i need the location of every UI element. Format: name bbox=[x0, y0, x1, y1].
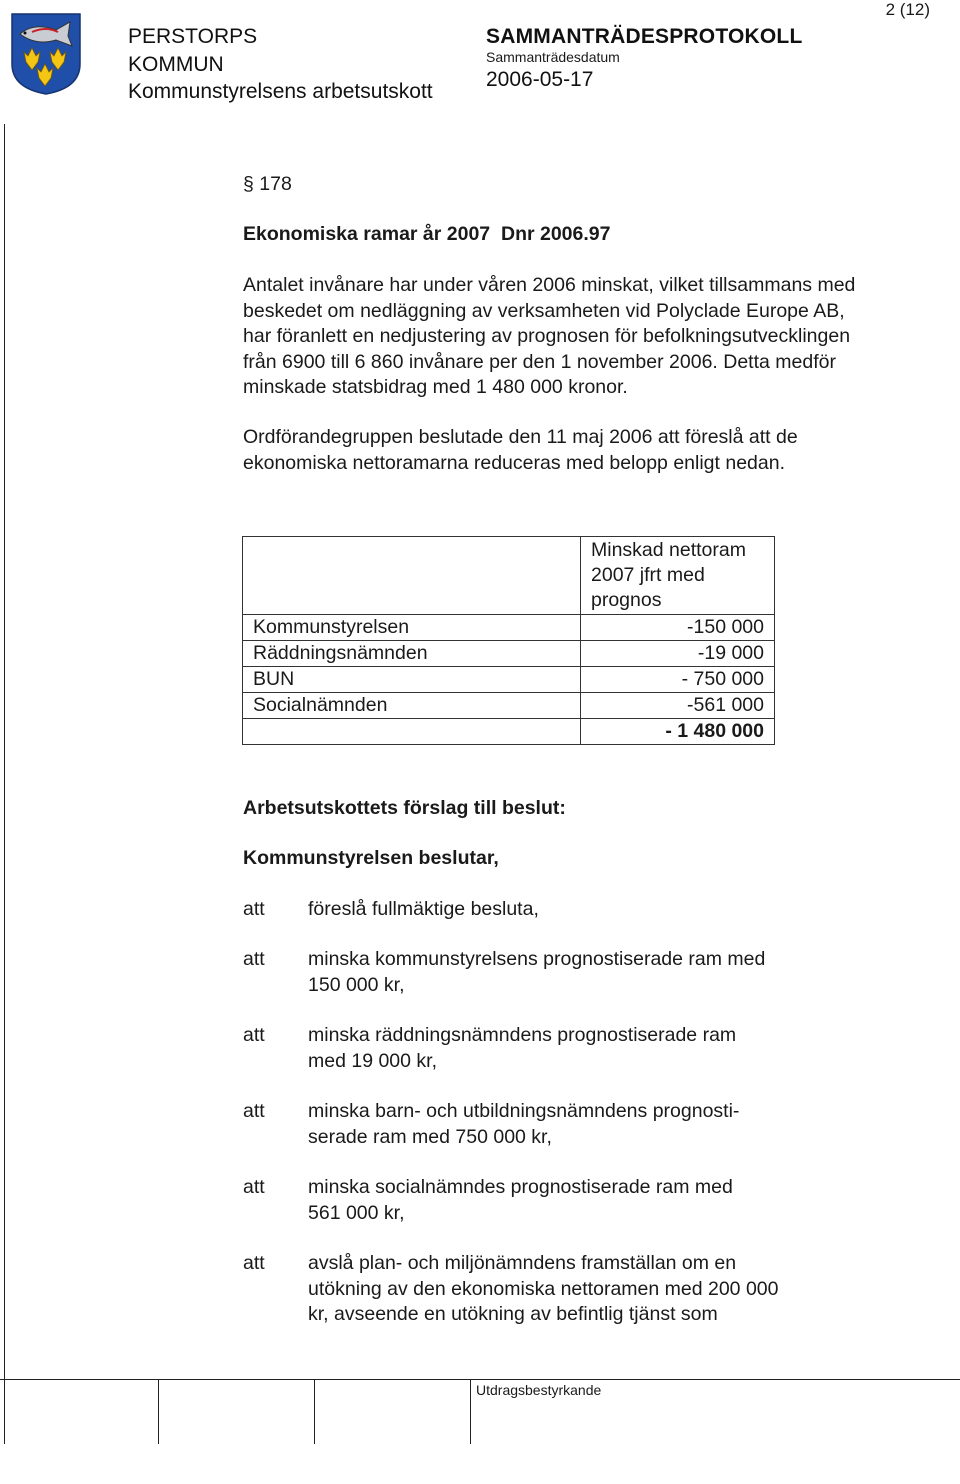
decision-item bbox=[308, 1023, 868, 1074]
text-line: avslå plan- och miljönämndens framställan om en bbox=[308, 1252, 737, 1274]
decision-item bbox=[308, 947, 868, 998]
text-line: serade ram med 750 000 kr, bbox=[308, 1125, 552, 1148]
page-number: 2 (12) bbox=[885, 0, 930, 19]
text-line: beskedet om nedläggning av verksamheten vid Polyclade Europe AB, bbox=[243, 299, 845, 322]
certification-label: Utdragsbestyrkande bbox=[476, 1382, 602, 1398]
att-keyword: att bbox=[243, 1176, 265, 1198]
decision-item bbox=[308, 1099, 868, 1150]
text-line: kr, avseende en utökning av befintlig tjänst som bbox=[308, 1303, 718, 1325]
header-line: 2007 jfrt med bbox=[591, 564, 705, 586]
left-margin-rule bbox=[4, 124, 5, 1380]
att-keyword: att bbox=[243, 948, 265, 970]
row-value: -19 000 bbox=[581, 641, 775, 667]
table-row bbox=[243, 615, 775, 641]
text-line: Antalet invånare har under våren 2006 minskat, vilket tillsammans med bbox=[243, 274, 856, 296]
signature-box-divider bbox=[314, 1380, 315, 1444]
total-value: - 1 480 000 bbox=[581, 719, 775, 745]
text-line: föreslå fullmäktige besluta, bbox=[308, 898, 539, 920]
row-label: Räddningsnämnden bbox=[243, 641, 581, 667]
text-line: Ordförandegruppen beslutade den 11 maj 2006 att föreslå att de bbox=[243, 426, 798, 448]
intro-paragraph bbox=[243, 273, 943, 401]
text-line: har föranlett en nedjustering av prognosen för befolkningsutvecklingen bbox=[243, 325, 851, 347]
row-value: -150 000 bbox=[581, 615, 775, 641]
text-line: från 6900 till 6 860 invånare per den 1 november 2006. Detta medför bbox=[243, 350, 836, 373]
total-label-empty bbox=[243, 719, 581, 745]
budget-cuts-table bbox=[242, 536, 775, 745]
table-header-empty bbox=[243, 537, 581, 615]
org-name-line2: KOMMUN bbox=[128, 53, 224, 76]
text-line: minska kommunstyrelsens prognostiserade ram med bbox=[308, 948, 766, 970]
text-line: minska barn- och utbildningsnämndens prognosti- bbox=[308, 1100, 740, 1122]
decision-item bbox=[308, 1251, 868, 1328]
text-line: 561 000 kr, bbox=[308, 1201, 405, 1224]
text-line: med 19 000 kr, bbox=[308, 1049, 437, 1072]
text-line: minska socialnämndes prognostiserade ram med bbox=[308, 1176, 733, 1198]
text-line: minskade statsbidrag med 1 480 000 kronor. bbox=[243, 376, 628, 398]
table-header-row bbox=[243, 537, 775, 615]
text-line: minska räddningsnämndens prognostiserade ram bbox=[308, 1024, 737, 1046]
proposal-subheading: Kommunstyrelsen beslutar, bbox=[243, 847, 499, 869]
paragraph-number: § 178 bbox=[243, 173, 292, 195]
att-keyword: att bbox=[243, 1252, 265, 1274]
decision-item bbox=[308, 897, 868, 923]
text-line: utökning av den ekonomiska nettoramen med 200 000 bbox=[308, 1277, 779, 1300]
table-row bbox=[243, 667, 775, 693]
document-title: SAMMANTRÄDESPROTOKOLL bbox=[486, 25, 803, 48]
text-line: 150 000 kr, bbox=[308, 973, 405, 996]
row-value: -561 000 bbox=[581, 693, 775, 719]
section-heading: Ekonomiska ramar år 2007 Dnr 2006.97 bbox=[243, 223, 611, 245]
proposal-heading: Arbetsutskottets förslag till beslut: bbox=[243, 797, 566, 819]
header-line: prognos bbox=[591, 589, 662, 611]
signature-box-divider bbox=[4, 1380, 5, 1444]
table-total-row bbox=[243, 719, 775, 745]
footer-rule bbox=[0, 1379, 960, 1380]
signature-box-divider bbox=[158, 1380, 159, 1444]
org-committee: Kommunstyrelsens arbetsutskott bbox=[128, 80, 433, 103]
header-line: Minskad nettoram bbox=[591, 539, 746, 561]
table-row bbox=[243, 641, 775, 667]
text-line: ekonomiska nettoramarna reduceras med belopp enligt nedan. bbox=[243, 451, 786, 474]
table-row bbox=[243, 693, 775, 719]
row-label: Kommunstyrelsen bbox=[243, 615, 581, 641]
att-keyword: att bbox=[243, 1100, 265, 1122]
att-keyword: att bbox=[243, 898, 265, 920]
row-label: BUN bbox=[243, 667, 581, 693]
decision-item bbox=[308, 1175, 868, 1226]
org-name-line1: PERSTORPS bbox=[128, 25, 258, 48]
meeting-date-label: Sammanträdesdatum bbox=[486, 49, 620, 65]
meeting-date: 2006-05-17 bbox=[486, 68, 594, 91]
table-header-cell bbox=[581, 537, 775, 615]
decision-paragraph bbox=[243, 425, 943, 476]
row-label: Socialnämnden bbox=[243, 693, 581, 719]
att-keyword: att bbox=[243, 1024, 265, 1046]
signature-box-divider bbox=[470, 1380, 471, 1444]
row-value: - 750 000 bbox=[581, 667, 775, 693]
municipality-crest-logo bbox=[10, 12, 82, 96]
